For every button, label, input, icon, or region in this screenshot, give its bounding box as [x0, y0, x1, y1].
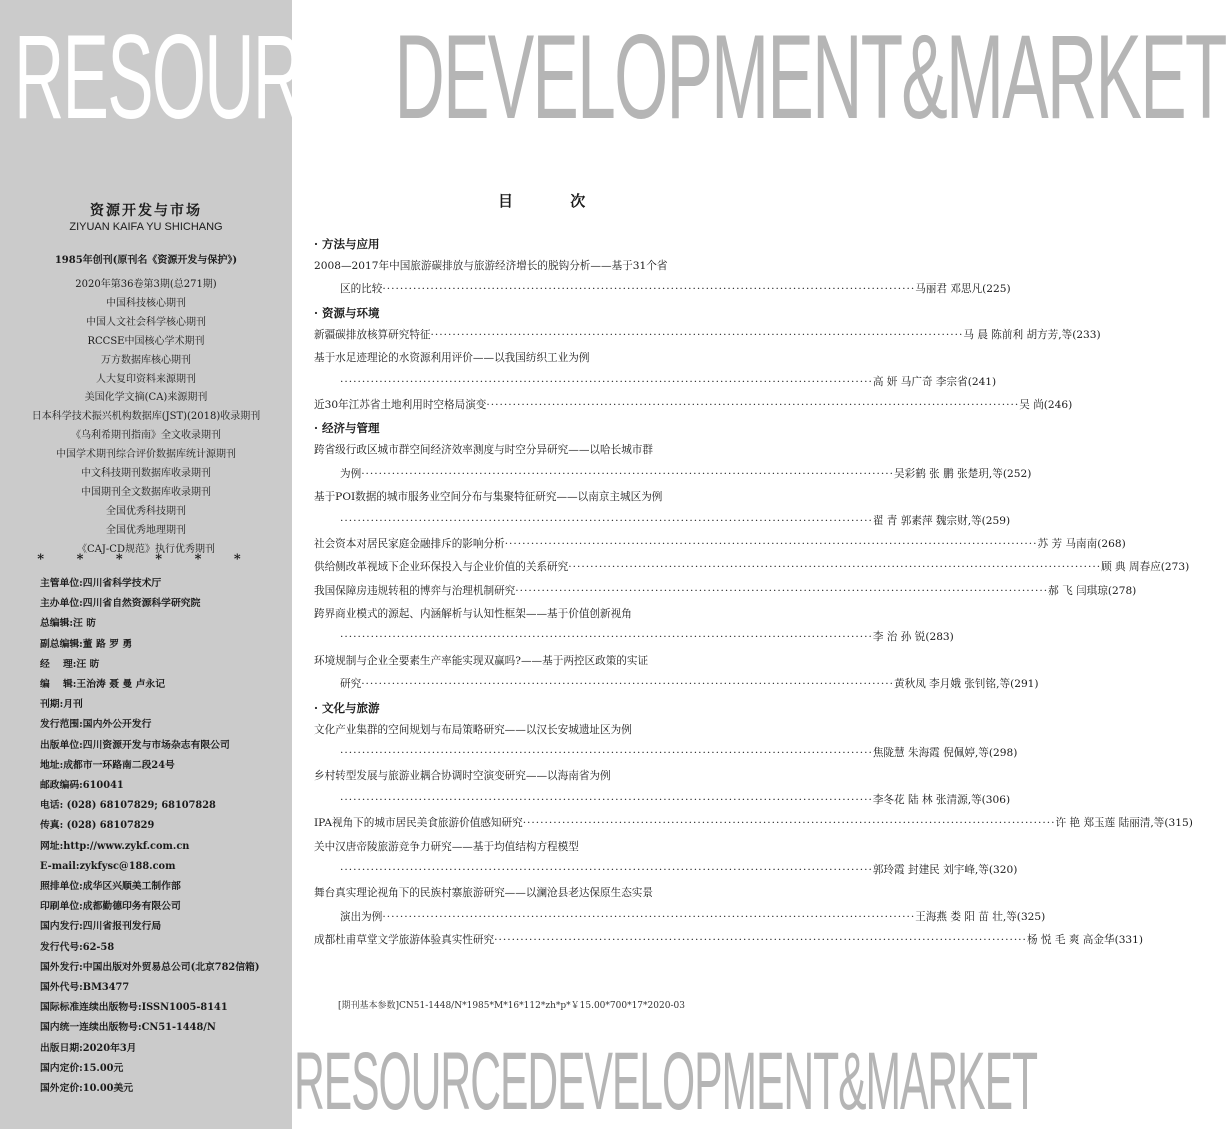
entry-authors: 李 治 孙 锐(283) — [872, 631, 954, 644]
toc-entry-cont[interactable] — [314, 742, 1018, 765]
leader-dots — [361, 463, 894, 486]
entry-authors: 吴 尚(246) — [1019, 398, 1073, 411]
entry-title: 文化产业集群的空间规划与布局策略研究——以汉长安城遗址区为例 — [314, 723, 632, 736]
entry-title: 基于POI数据的城市服务业空间分布与集聚特征研究——以南京主城区为例 — [314, 491, 663, 504]
info-row: 编 辑:王治涛 聂 曼 卢永记 — [40, 679, 166, 691]
indexing-item: 中国期刊全文数据库收录期刊 — [81, 486, 211, 498]
indexing-item: 全国优秀科技期刊 — [106, 505, 186, 517]
info-row: 国内发行:四川省报刊发行局 — [40, 921, 162, 933]
entry-title: 基于水足迹理论的水资源利用评价——以我国纺织工业为例 — [314, 352, 590, 365]
entry-title: 近30年江苏省土地利用时空格局演变 — [314, 398, 487, 411]
toc-entry[interactable] — [314, 929, 1144, 952]
entry-authors: 苏 芳 马南南(268) — [1037, 537, 1126, 550]
leader-dots — [382, 906, 915, 929]
info-row: 印刷单位:成都勤德印务有限公司 — [40, 901, 181, 913]
journal-founded: 1985年创刊(原刊名《资源开发与保护》) — [54, 255, 238, 266]
entry-authors: 杨 悦 毛 爽 高金华(331) — [1026, 934, 1144, 947]
footer-banner-text: RESOURCEDEVELOPMENT&MARKET — [294, 1036, 1037, 1127]
info-row: 刊期:月刊 — [40, 699, 83, 711]
entry-title: 乡村转型发展与旅游业耦合协调时空演变研究——以海南省为例 — [314, 770, 611, 783]
leader-dots — [431, 324, 964, 347]
toc-entry[interactable] — [314, 812, 1193, 835]
entry-authors: 高 妍 马广奇 李宗省(241) — [872, 375, 997, 388]
section-heading: · 方法与应用 — [314, 237, 380, 251]
info-row: 发行范围:国内外公开发行 — [40, 719, 152, 731]
entry-authors: 郭玲霞 封建民 刘宇峰,等(320) — [872, 863, 1018, 876]
entry-authors: 顾 典 周春应(273) — [1101, 561, 1190, 574]
info-row: 发行代号:62-58 — [40, 941, 115, 953]
toc-entry[interactable] — [314, 324, 1101, 347]
masthead-text — [14, 2, 1226, 152]
info-row: 主管单位:四川省科学技术厅 — [40, 578, 162, 589]
toc-entry[interactable] — [314, 603, 788, 626]
section-heading: · 经济与管理 — [314, 421, 380, 436]
toc-entry-cont[interactable] — [314, 510, 1011, 533]
indexing-list — [0, 276, 292, 560]
toc-entry-cont[interactable] — [314, 906, 1046, 929]
entry-authors: 马丽君 邓思凡(225) — [915, 283, 1011, 296]
toc-title: 目 次 — [498, 192, 612, 210]
entry-title: 我国保障房违规转租的博弈与治理机制研究 — [314, 584, 516, 597]
entry-title: 跨省级行政区城市群空间经济效率测度与时空分异研究——以哈长城市群 — [314, 444, 653, 457]
info-row: 国外定价:10.00美元 — [40, 1083, 134, 1095]
star-divider: * * * * * * — [37, 552, 255, 567]
toc-entry[interactable] — [314, 719, 788, 742]
info-row: 主办单位:四川省自然资源科学研究院 — [40, 598, 201, 610]
entry-authors: 郝 飞 闫琪琼(278) — [1048, 584, 1137, 597]
toc-entry-cont[interactable] — [314, 673, 1039, 696]
publication-info — [40, 574, 290, 1099]
toc-entry[interactable] — [314, 255, 788, 278]
indexing-item: 中国人文社会科学核心期刊 — [86, 316, 206, 328]
entry-authors: 翟 青 郭素萍 魏宗财,等(259) — [872, 514, 1011, 527]
toc-entry-cont[interactable] — [314, 789, 1011, 812]
toc-entry-cont[interactable] — [314, 463, 1032, 486]
leader-dots — [340, 789, 873, 812]
leader-dots — [515, 580, 1048, 603]
entry-title: 成都杜甫草堂文学旅游体验真实性研究 — [314, 934, 495, 947]
toc-entry[interactable] — [314, 580, 1137, 603]
toc-entry[interactable] — [314, 439, 788, 462]
indexing-item: 2020年第36卷第3期(总271期) — [75, 279, 217, 290]
indexing-item: 日本科学技术振兴机构数据库(JST)(2018)收录期刊 — [31, 411, 261, 423]
entry-title: 供给侧改革视域下企业环保投入与企业价值的关系研究 — [314, 561, 569, 574]
info-row: 副总编辑:董 路 罗 勇 — [40, 638, 133, 650]
indexing-item: 中文科技期刊数据库收录期刊 — [81, 468, 211, 480]
leader-dots — [361, 673, 894, 696]
toc-entry-cont[interactable] — [314, 278, 1011, 301]
entry-title: 研究 — [340, 678, 362, 691]
entry-title: 区的比较 — [340, 283, 383, 296]
leader-dots — [340, 742, 873, 765]
info-row: 国际标准连续出版物号:ISSN1005-8141 — [40, 1002, 228, 1014]
info-row: 国内统一连续出版物号:CN51-1448/N — [40, 1022, 216, 1034]
info-row: 照排单位:成华区兴顺美工制作部 — [40, 881, 181, 893]
toc-entry[interactable] — [314, 533, 1126, 556]
indexing-item: 万方数据库核心期刊 — [101, 354, 191, 366]
info-row: 电话: (028) 68107829; 68107828 — [40, 800, 216, 812]
entry-title: IPA视角下的城市居民美食旅游价值感知研究 — [314, 817, 523, 830]
indexing-item: 《CAJ-CD规范》执行优秀期刊 — [77, 543, 215, 555]
toc-entry-cont[interactable] — [314, 626, 954, 649]
info-row: 出版日期:2020年3月 — [40, 1042, 137, 1054]
info-row: 邮政编码:610041 — [40, 780, 124, 792]
info-row: E-mail:zykfysc@188.com — [40, 860, 176, 872]
leader-dots — [494, 929, 1027, 952]
indexing-item: 人大复印资料来源期刊 — [96, 373, 196, 385]
info-row: 地址:成都市一环路南二段24号 — [40, 759, 175, 771]
leader-dots — [340, 859, 873, 882]
journal-pinyin-title: ZIYUAN KAIFA YU SHICHANG — [69, 221, 223, 233]
indexing-item: 《乌利希期刊指南》全文收录期刊 — [71, 430, 221, 442]
entry-title: 舞台真实理论视角下的民族村寨旅游研究——以澜沧县老达保原生态实景 — [314, 887, 653, 900]
entry-authors: 许 艳 郑玉莲 陆丽清,等(315) — [1055, 817, 1193, 830]
masthead-part1: RESOURCE — [14, 10, 395, 144]
indexing-item: 中国学术期刊综合评价数据库统计源期刊 — [56, 449, 236, 461]
indexing-item: 全国优秀地理期刊 — [106, 524, 186, 536]
leader-dots — [523, 812, 1056, 835]
toc-entry[interactable] — [314, 556, 1190, 579]
section-heading: · 资源与环境 — [314, 305, 380, 320]
info-row: 国外代号:BM3477 — [40, 982, 130, 994]
toc-entry[interactable] — [314, 650, 788, 673]
masthead-banner — [0, 0, 1226, 165]
info-row: 国外发行:中国出版对外贸易总公司(北京782信箱) — [40, 961, 260, 973]
table-of-contents — [314, 233, 1193, 953]
entry-authors: 焦陇慧 朱海霞 倪佩婷,等(298) — [872, 747, 1018, 760]
masthead-part2: DEVELOPMENT&MARKET — [394, 10, 1226, 144]
entry-authors: 吴彩鹤 张 鹏 张楚玥,等(252) — [894, 467, 1032, 480]
toc-entry[interactable] — [314, 882, 788, 905]
entry-authors: 黄秋凤 李月娥 张钊铭,等(291) — [894, 678, 1039, 691]
journal-parameters: [期刊基本参数]CN51-1448/N*1985*M*16*112*zh*p*￥15.00*700*17*2020-03 — [338, 1001, 685, 1011]
leader-dots — [382, 278, 915, 301]
entry-title: 2008—2017年中国旅游碳排放与旅游经济增长的脱钩分析——基于31个省 — [314, 260, 668, 272]
toc-entry[interactable] — [314, 486, 788, 509]
entry-title: 关中汉唐帝陵旅游竞争力研究——基于均值结构方程模型 — [314, 840, 579, 853]
indexing-item: 中国科技核心期刊 — [106, 297, 186, 309]
journal-chinese-title: 资源开发与市场 — [90, 203, 202, 219]
leader-dots — [505, 533, 1038, 556]
indexing-item: RCCSE中国核心学术期刊 — [87, 335, 205, 347]
info-row: 出版单位:四川资源开发与市场杂志有限公司 — [40, 739, 230, 751]
info-row: 经 理:汪 昉 — [40, 658, 100, 670]
info-row: 传真: (028) 68107829 — [40, 820, 155, 832]
leader-dots — [568, 556, 1101, 579]
entry-title: 环境规制与企业全要素生产率能实现双赢吗?——基于两控区政策的实证 — [314, 654, 649, 667]
indexing-item: 美国化学文摘(CA)来源期刊 — [84, 392, 208, 404]
leader-dots — [340, 371, 873, 394]
toc-entry-cont[interactable] — [314, 371, 997, 394]
entry-title: 跨界商业模式的源起、内涵解析与认知性框架——基于价值创新视角 — [314, 608, 632, 621]
entry-authors: 马 晨 陈前利 胡方芳,等(233) — [963, 328, 1101, 341]
entry-title: 新疆碳排放核算研究特征 — [314, 328, 431, 341]
toc-entry[interactable] — [314, 347, 788, 370]
leader-dots — [486, 394, 1019, 417]
section-heading: · 文化与旅游 — [314, 700, 380, 715]
info-row: 总编辑:汪 昉 — [40, 618, 97, 630]
toc-entry[interactable] — [314, 836, 788, 859]
toc-entry[interactable] — [314, 394, 1073, 417]
entry-title: 演出为例 — [340, 910, 383, 923]
entry-title: 社会资本对居民家庭金融排斥的影响分析 — [314, 537, 505, 550]
entry-title: 为例 — [340, 467, 362, 480]
leader-dots — [340, 626, 873, 649]
info-row: 网址:http://www.zykf.com.cn — [40, 840, 190, 852]
toc-entry-cont[interactable] — [314, 859, 1018, 882]
entry-authors: 王海燕 娄 阳 苗 壮,等(325) — [915, 910, 1046, 923]
toc-entry[interactable] — [314, 765, 788, 788]
entry-authors: 李冬花 陆 林 张清源,等(306) — [872, 793, 1011, 806]
info-row: 国内定价:15.00元 — [40, 1062, 124, 1074]
footer-banner — [292, 1036, 1037, 1129]
leader-dots — [340, 510, 873, 533]
